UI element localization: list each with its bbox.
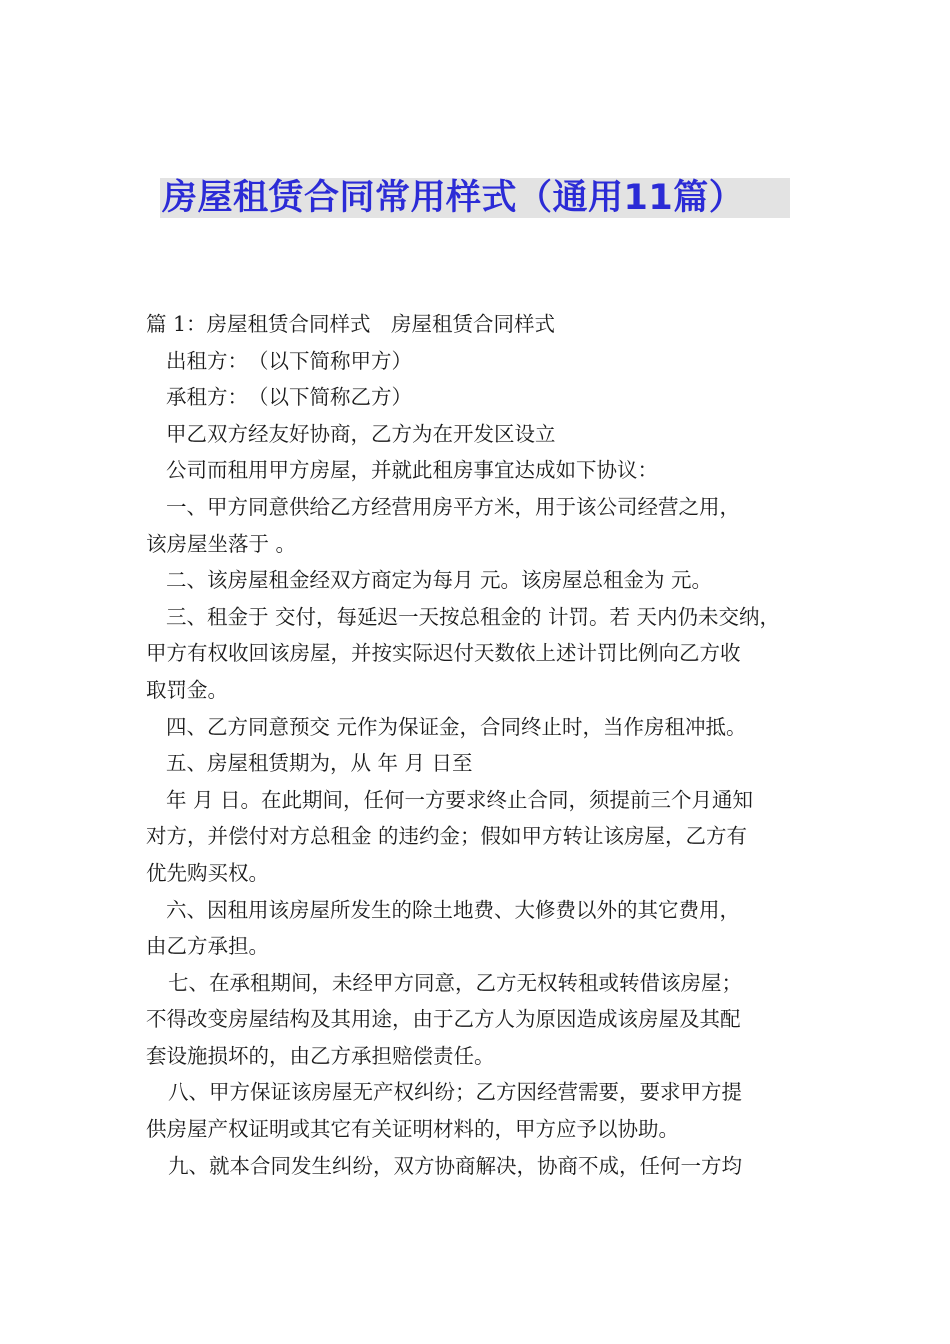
paragraph-line: 由乙方承担。 [146,934,269,959]
paragraph-line: 公司而租用甲方房屋，并就此租房事宜达成如下协议： [166,458,658,483]
paragraph-line: 供房屋产权证明或其它有关证明材料的，甲方应予以协助。 [146,1117,679,1142]
paragraph-line: 四、乙方同意预交 元作为保证金，合同终止时，当作房租冲抵。 [166,714,747,739]
paragraph-line: 承租方： （以下简称乙方） [166,385,412,410]
paragraph-line: 套设施损坏的，由乙方承担赔偿责任。 [146,1043,495,1068]
paragraph-line: 篇 1：房屋租赁合同样式 房屋租赁合同样式 [146,312,556,336]
paragraph-line: 八、甲方保证该房屋无产权纠纷；乙方因经营需要，要求甲方提 [168,1080,742,1105]
paragraph-line: 九、就本合同发生纠纷，双方协商解决，协商不成，任何一方均 [168,1153,742,1178]
paragraph-line: 对方，并偿付对方总租金 的违约金；假如甲方转让该房屋，乙方有 [146,824,748,849]
document-body [146,306,826,1184]
paragraph-line: 五、房屋租赁期为，从 年 月 日至 [166,751,473,776]
paragraph-line: 六、因租用该房屋所发生的除土地费、大修费以外的其它费用， [166,897,740,922]
paragraph-line: 年 月 日。在此期间，任何一方要求终止合同，须提前三个月通知 [166,787,754,812]
paragraph-line: 三、租金于 交付，每延迟一天按总租金的 计罚。若 天内仍未交纳， [166,604,781,629]
paragraph-line: 七、在承租期间，未经甲方同意，乙方无权转租或转借该房屋； [168,970,742,995]
paragraph-line: 甲方有权收回该房屋，并按实际迟付天数依上述计罚比例向乙方收 [146,641,741,666]
paragraph-line: 优先购买权。 [146,860,269,885]
document-title: 房屋租赁合同常用样式（通用11篇） [162,178,745,218]
paragraph-line: 二、该房屋租金经双方商定为每月 元。该房屋总租金为 元。 [166,568,713,593]
paragraph-line: 出租方： （以下简称甲方） [166,348,412,373]
paragraph-line: 甲乙双方经友好协商，乙方为在开发区设立 [166,421,556,446]
paragraph-line: 一、甲方同意供给乙方经营用房平方米，用于该公司经营之用， [166,494,740,519]
paragraph-line: 该房屋坐落于 。 [146,531,297,556]
paragraph-line: 取罚金。 [146,677,228,702]
paragraph-line: 不得改变房屋结构及其用途，由于乙方人为原因造成该房屋及其配 [146,1007,741,1032]
